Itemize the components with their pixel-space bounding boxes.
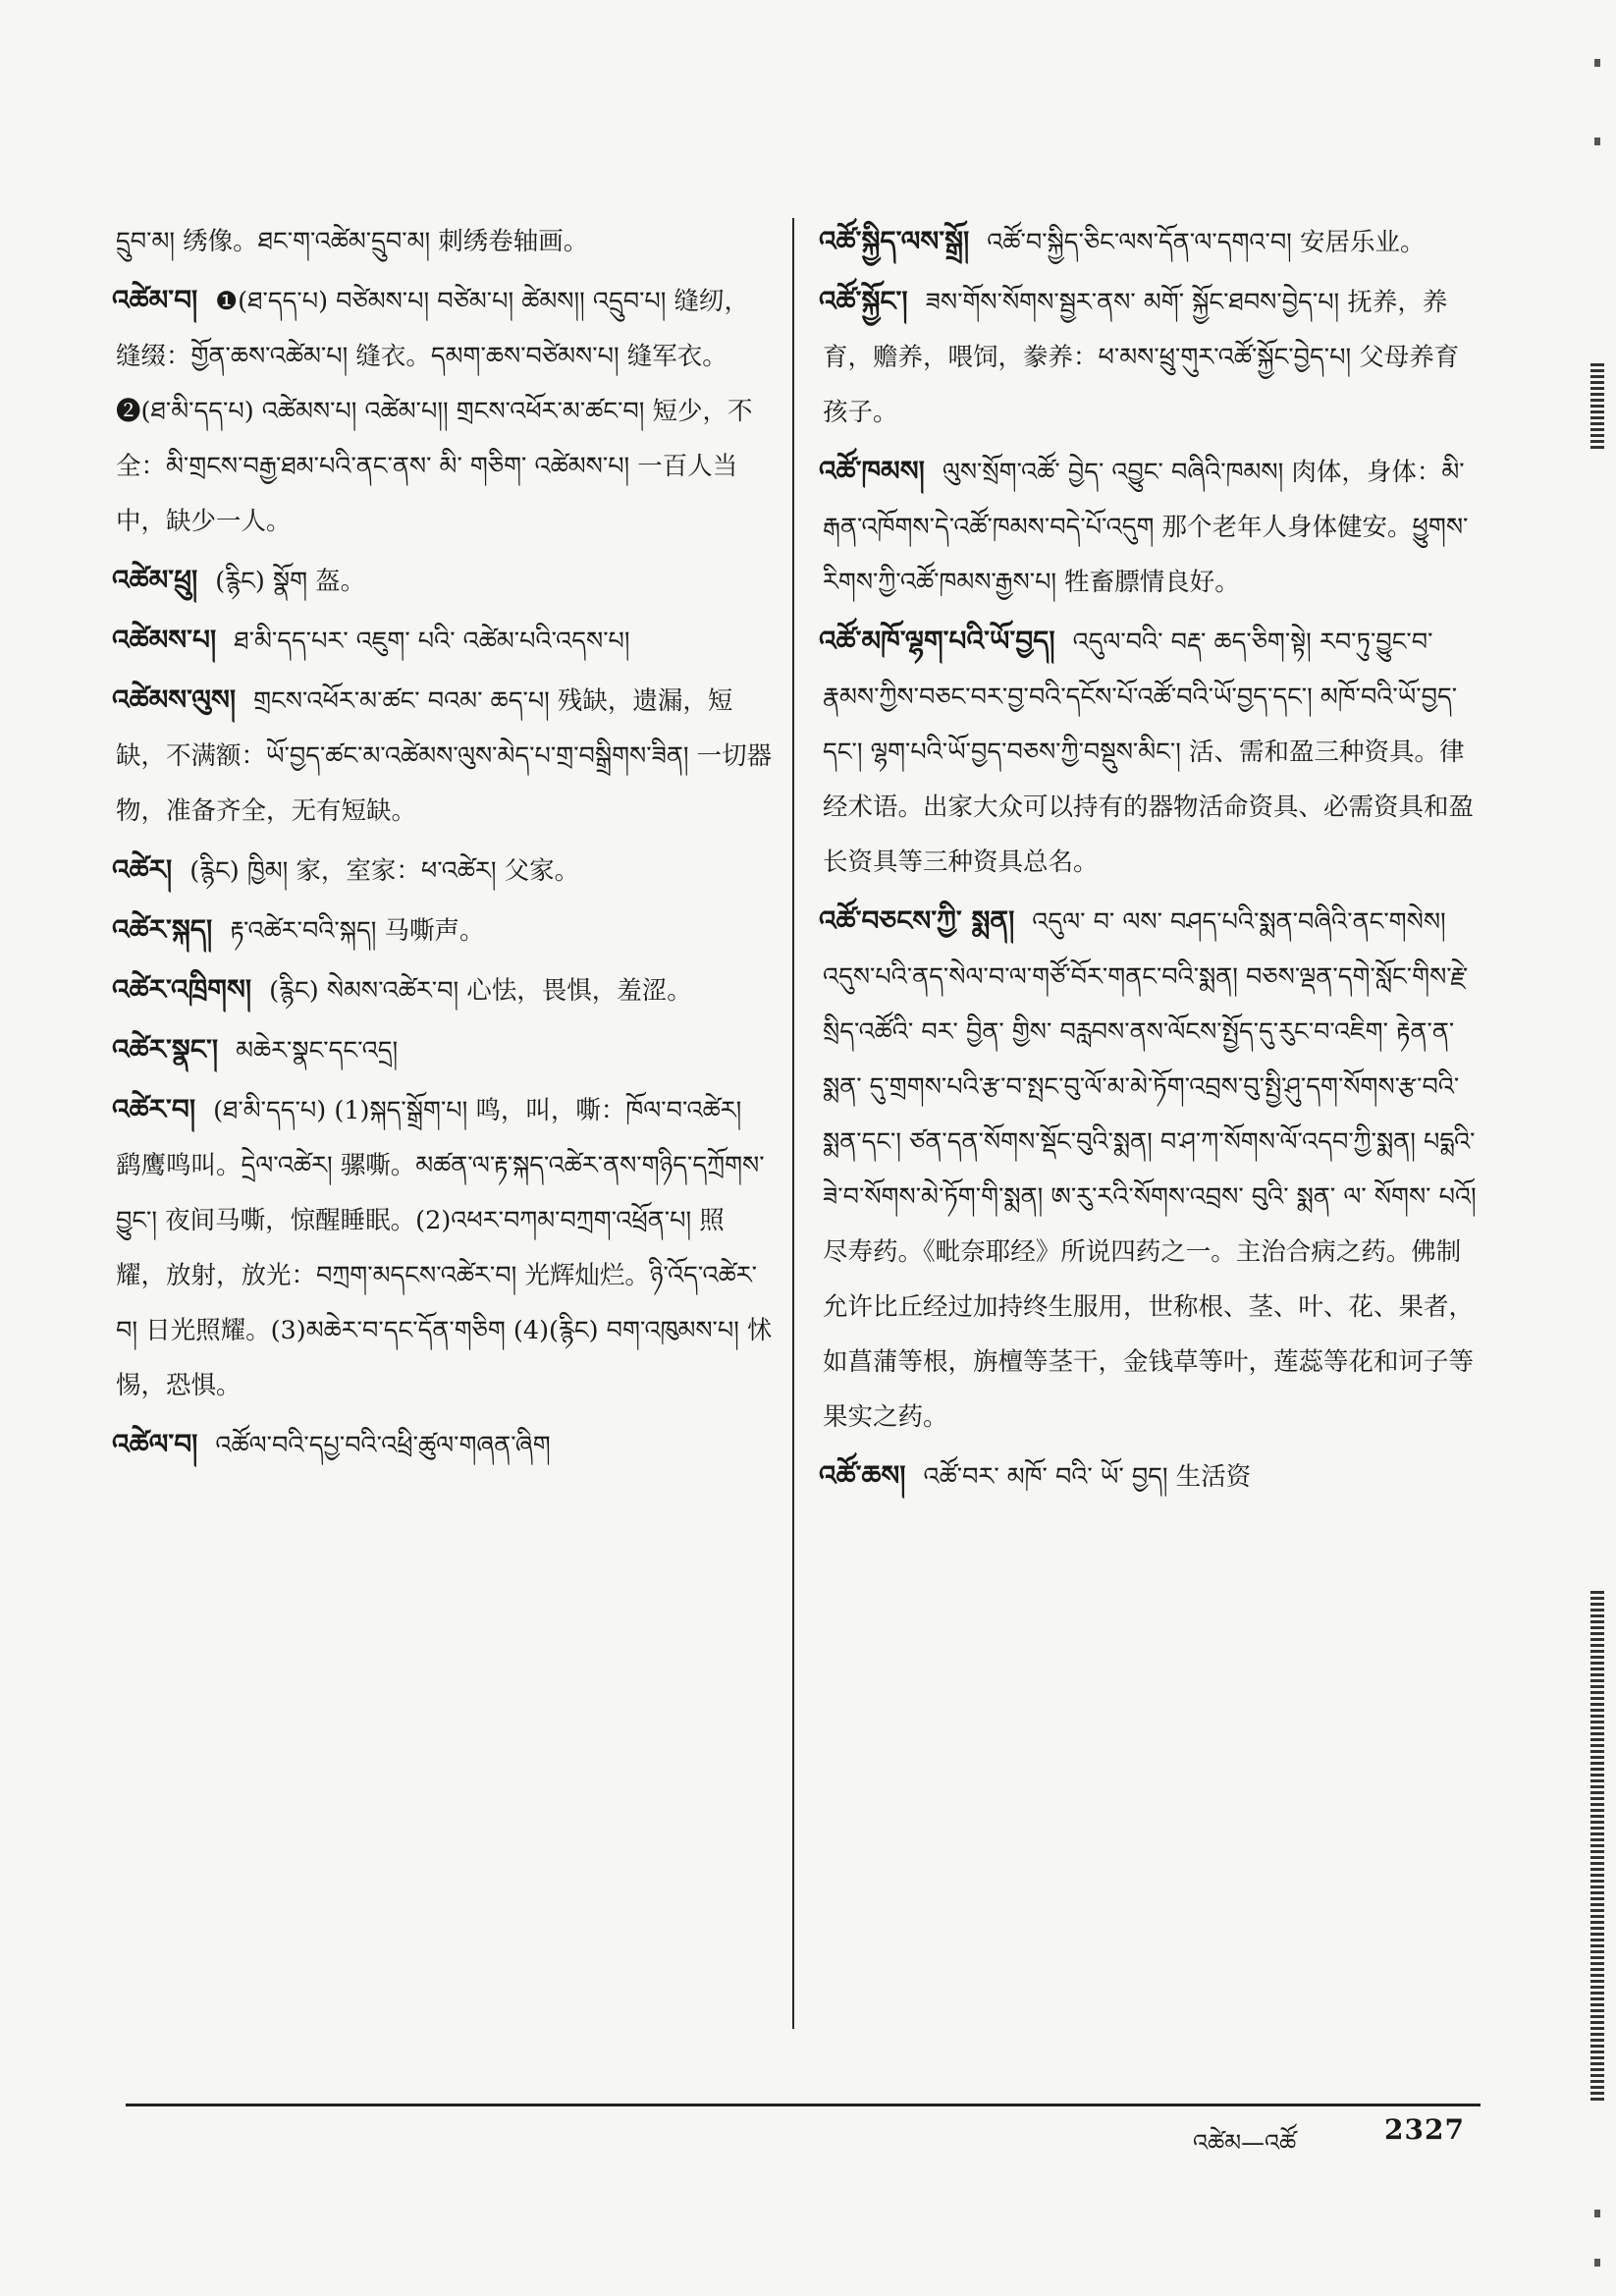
entry-definition: དྲུབ་མ། 绣像。ཐང་ག་འཚེམ་དྲུབ་མ། 刺绣卷轴画。 <box>116 227 589 256</box>
dictionary-entry <box>112 843 774 899</box>
entry-headword: འཚེར་བ། <box>112 1093 196 1125</box>
dictionary-entry <box>819 614 1477 890</box>
dictionary-entry <box>116 214 774 269</box>
entry-definition: འདུལ་བའི་ བརྡ་ ཆད་ཅིག་སྟེ། རབ་ཏུ་བྱུང་བ་རྣམས་ཀྱིས་བཅང་བར་བྱ་བའི་དངོས་པོ་འཚོ་བའི་ཡོ་བྱད་དང་། མཁོ་བའི་ཡོ་བྱད་དང་། ལྷག་པའི་ཡོ་བྱད་བཅས་ཀྱི་བསྡུས་མིང་། 活、需和盈三种资具。律经术语。出家大众可以持有的器物活命资具、必需资具和盈长资具等三种资具总名。 <box>823 628 1475 877</box>
dictionary-entry <box>819 214 1477 270</box>
entry-headword: འཚོ་སྐྱོང་། <box>819 285 908 317</box>
entry-headword: འཚེར་སྣང་། <box>112 1033 219 1066</box>
entry-definition: འདུལ་ བ་ ལས་ བཤད་པའི་སྨན་བཞིའི་ནང་གསེས། འདུས་པའི་ནད་སེལ་བ་ལ་གཙོ་བོར་གནང་བའི་སྨན། བཅས་ལྡན་དགེ་སློང་གིས་རྗེ་སྲིད་འཚོའི་ བར་ བྱིན་ གྱིས་ བརླབས་ནས་ལོངས་སྤྱོད་དུ་རུང་བ་འཇིག་ རྟེན་ན་ སྨན་ དུ་གྲགས་པའི་རྩ་བ་སྤང་བུ་ལོ་མ་མེ་ཏོག་འབྲས་བུ་སྤྱི་ཤུ་དག་སོགས་རྩ་བའི་སྨན་དང་། ཙན་དན་སོགས་སྡོང་བུའི་སྨན། བ་ཤ་ཀ་སོགས་ལོ་འདབ་ཀྱི་སྨན། པདྨའི་ཟེ་བ་སོགས་མེ་ཏོག་གི་སྨན། ཨ་རུ་རའི་སོགས་འབྲས་ བུའི་ སྨན་ ལ་ སོགས་ པའོ། 尽寿药。《毗奈耶经》所说四药之一。主治合病之药。佛制允许比丘经过加持终生服用，世称根、茎、叶、花、果者，如菖蒲等根，旃檀等茎干，金钱草等叶，莲蕊等花和诃子等果实之药。 <box>823 907 1477 1432</box>
entry-definition: གྲངས་འཕོར་མ་ཚང་ བའམ་ ཆད་པ། 残缺，遗漏，短缺，不满额：ཡོ་བྱད་ཚང་མ་འཚེམས་ལུས་མེད་པ་གྲ་བསྒྲིགས་ཟིན། 一切器物，准备齐全，无有短缺。 <box>116 686 773 826</box>
dictionary-entry <box>112 1082 774 1413</box>
entry-headword: འཚོ་ཆས། <box>819 1459 906 1492</box>
dictionary-entry <box>819 444 1477 610</box>
entry-definition: རྟ་འཚེར་བའི་སྐད། 马嘶声。 <box>230 916 485 946</box>
dictionary-entry <box>112 273 774 549</box>
entry-headword: འཚོ་བཅངས་ཀྱི་ སྨན། <box>819 904 1015 937</box>
entry-definition: འཚོ་བ་སྐྱིད་ཅིང་ལས་དོན་ལ་དགའ་བ། 安居乐业。 <box>987 228 1426 257</box>
entry-headword: འཚོ་ཁམས། <box>819 455 925 487</box>
entry-headword: འཚེར་སྐད། <box>112 913 213 946</box>
page-number: 2327 <box>1384 2113 1465 2146</box>
entry-headword: འཚོ་མཁོ་ལྷག་པའི་ཡོ་བྱད། <box>819 625 1055 657</box>
entry-definition: (ཐ་མི་དད་པ) (1)སྐད་སྒྲོག་པ། 鸣，叫，嘶：ཁོལ་བ་འཚེར། 鹞鹰鸣叫。དྲེལ་འཚེར། 骡嘶。མཚན་ལ་རྟ་སྐད་འཚེར་ནས་གཉིད་དཀྲོགས་བྱུང་། 夜间马嘶，惊醒睡眠。(2)འཕར་བཀམ་བཀྲག་འཕྲོན་པ། 照耀，放射，放光：བཀྲག་མདངས་འཚེར་བ། 光辉灿烂。ཉི་འོད་འཚེར་བ། 日光照耀。(3)མཆེར་བ་དང་དོན་གཅིག (4)(རྙིང) བག་འཁུམས་པ། 怵惕，恐惧。 <box>116 1096 773 1400</box>
scan-edge-marks <box>1551 0 1616 2296</box>
dictionary-entry <box>112 613 774 669</box>
entry-headword: འཚེར་འཁྲིགས། <box>112 973 252 1006</box>
entry-headword: འཚེམ་ཕྲུ། <box>112 564 198 596</box>
entry-headword: འཚེར། <box>112 853 173 886</box>
entry-definition: ཐ་མི་དད་པར་ འཇུག་ པའི་ འཚེམ་པའི་འདས་པ། <box>234 627 630 656</box>
dictionary-entry <box>112 962 774 1018</box>
entry-headword: འཚེམས་ལུས། <box>112 683 237 716</box>
entry-definition: (རྙིང) ཁྱིམ། 家，室家：ཕ་འཚེར། 父家。 <box>189 856 580 886</box>
entry-definition: (རྙིང) སེམས་འཚེར་བ། 心怯，畏惧，羞涩。 <box>269 976 692 1006</box>
left-column <box>112 214 774 1477</box>
entry-headword: འཚེམ་བ། <box>112 284 198 316</box>
entry-headword: འཚེམས་པ། <box>112 624 217 656</box>
dictionary-entry <box>112 673 774 839</box>
entry-definition: འཚོ་བར་ མཁོ་ བའི་ ཡོ་ བྱད། 生活资 <box>923 1462 1252 1492</box>
entry-definition: ཟས་གོས་སོགས་སྦྱར་ནས་ མགོ་ སྐྱོང་ཐབས་བྱེད་པ། 抚养，养育，赡养，喂饲，豢养：ཕ་མས་ཕྲུ་གུར་འཚོ་སྐྱོང་བྱེད་པ། 父母养育孩子。 <box>823 288 1460 427</box>
dictionary-entry <box>112 1022 774 1078</box>
dictionary-entry <box>819 1449 1477 1504</box>
entry-headword: འཚོ་སྐྱིད་ལས་སྒྲོ། <box>819 225 970 257</box>
dictionary-entry <box>112 902 774 958</box>
dictionary-entry <box>819 894 1477 1445</box>
right-column <box>819 214 1477 1508</box>
dictionary-entry <box>112 1417 774 1473</box>
entry-definition: ❶(ཐ་དད་པ) བཙེམས་པ། བཙེམ་པ། ཚེམས།། འདྲུབ་པ། 缝纫，缝缀：གྱོན་ཆས་འཚེམ་པ། 缝衣。དམག་ཆས་བཙེམས་པ། 缝军衣。❷(ཐ་མི་དད་པ) འཚེམས་པ། འཚེམ་པ།། གྲངས་འཕོར་མ་ཚང་བ། 短少，不全：མི་གྲངས་བརྒྱ་ཐམ་པའི་ནང་ནས་ མི་ གཅིག་ འཚེམས་པ། 一百人当中，缺少一人。 <box>116 287 753 536</box>
footer-rule <box>126 2104 1481 2106</box>
entry-definition: ལུས་སྲོག་འཚོ་ བྱེད་ འབྱུང་ བཞིའི་ཁམས། 肉体，身体：མི་རྒན་འཁོགས་དེ་འཚོ་ཁམས་བདེ་པོ་འདུག 那个老年人身体健安。ཕྱུགས་རིགས་ཀྱི་འཚོ་ཁམས་རྒྱས་པ། 牲畜膘情良好。 <box>823 458 1469 597</box>
dictionary-entry <box>819 274 1477 440</box>
entry-definition: མཆེར་སྣང་དང་འདྲ། <box>236 1036 399 1066</box>
entry-headword: འཚེལ་བ། <box>112 1428 198 1460</box>
entry-definition: འཚོལ་བའི་དཔྱ་བའི་འཕྲི་ཚུལ་གཞན་ཞིག <box>215 1431 551 1460</box>
entry-definition: (རྙིང) སྣོག 盔。 <box>215 567 366 596</box>
dictionary-entry <box>112 553 774 609</box>
running-head: འཚེམ—འཚོ <box>1193 2129 1297 2157</box>
column-divider <box>792 218 794 2029</box>
